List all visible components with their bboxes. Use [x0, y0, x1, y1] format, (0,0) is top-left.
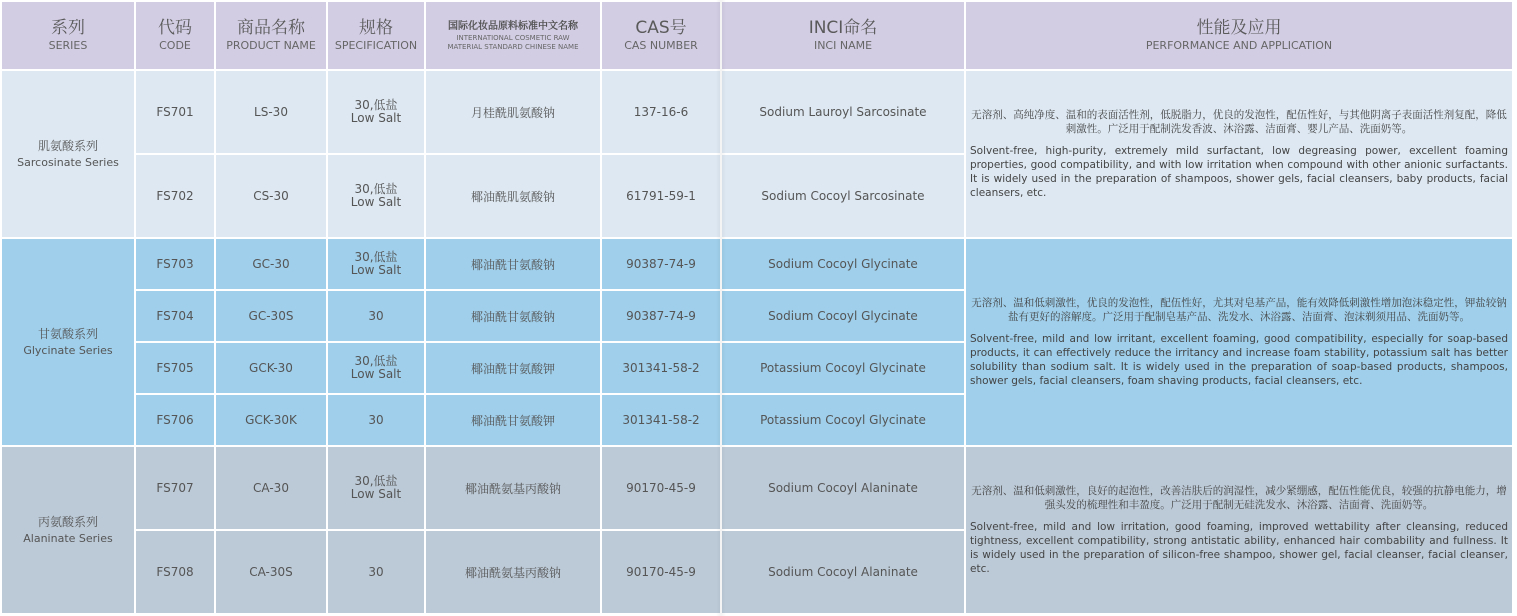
std-name-cell: 椰油酰甘氨酸钾 — [425, 342, 601, 394]
series-cell-alaninate — [1, 446, 135, 614]
product-cell: GCK-30 — [215, 342, 327, 394]
performance-text-en: Solvent-free, high-purity, extremely mild surfactant, low degreasing power, excellent foaming properties, good compatibility, and with low irritation when compound with other anionic surfactants. It is widely used in the preparation of shampoos, shower gels, facial cleansers, baby products, facial cleansers, etc. — [970, 145, 1508, 199]
product-cell: GC-30S — [215, 290, 327, 342]
performance-cell-alaninate — [965, 446, 1513, 614]
std-name-cell: 椰油酰甘氨酸钠 — [425, 238, 601, 290]
header-performance — [965, 1, 1513, 70]
spec-note: Low Salt — [350, 487, 402, 501]
header-inci — [721, 1, 965, 70]
header-series-en: SERIES — [48, 39, 88, 52]
spec-value: 30,低盐 — [354, 354, 398, 368]
spec-value: 30,低盐 — [354, 250, 398, 264]
code-cell: FS705 — [135, 342, 215, 394]
table-row — [1, 446, 1513, 530]
header-std-name-cn: 国际化妆品原料标准中文名称 — [448, 21, 578, 32]
cas-cell: 90387-74-9 — [601, 290, 721, 342]
std-name-cell: 椰油酰氨基丙酸钠 — [425, 530, 601, 614]
std-name-cell: 椰油酰氨基丙酸钠 — [425, 446, 601, 530]
series-name-en: Alaninate Series — [23, 532, 113, 545]
series-name-en: Sarcosinate Series — [17, 156, 119, 169]
code-cell: FS708 — [135, 530, 215, 614]
header-code-cn: 代码 — [158, 18, 192, 38]
series-name-cn: 肌氨酸系列 — [37, 139, 98, 153]
performance-text-en: Solvent-free, mild and low irritant, excellent foaming, good compatibility, especially for soap-based products, it can effectively reduce the irritancy and increase foam stability, potassium salt has better solubility than sodium salt. It is widely used in the preparation of soap-based products, shampoos, shower gels, facial cleansers, foam shaving products, facial cleansers, etc. — [970, 333, 1508, 387]
product-cell: LS-30 — [215, 70, 327, 154]
std-name-cell: 椰油酰甘氨酸钠 — [425, 290, 601, 342]
spec-cell — [327, 154, 425, 238]
std-name-cell: 月桂酰肌氨酸钠 — [425, 70, 601, 154]
cas-cell: 90387-74-9 — [601, 238, 721, 290]
spec-cell — [327, 446, 425, 530]
performance-text-en: Solvent-free, mild and low irritation, good foaming, improved wettability after cleansing, reduced tightness, excellent compatibility, strong antistatic ability, enhanced hair combability and fullness. It is widely used in the preparation of silicon-free shampoo, shower gel, facial cleanser, facial cleanser, etc. — [970, 521, 1508, 575]
spec-note: Low Salt — [350, 111, 402, 125]
header-series-cn: 系列 — [51, 18, 85, 38]
series-cell-glycinate — [1, 238, 135, 446]
header-std-name-en2: MATERIAL STANDARD CHINESE NAME — [447, 43, 579, 51]
spec-value: 30,低盐 — [354, 474, 398, 488]
header-performance-cn: 性能及应用 — [1196, 18, 1282, 38]
spec-cell — [327, 342, 425, 394]
inci-cell: Sodium Lauroyl Sarcosinate — [721, 70, 965, 154]
spec-note: Low Salt — [350, 367, 402, 381]
cas-cell: 61791-59-1 — [601, 154, 721, 238]
spec-cell — [327, 394, 425, 446]
std-name-cell: 椰油酰肌氨酸钠 — [425, 154, 601, 238]
code-cell: FS707 — [135, 446, 215, 530]
header-cas — [601, 1, 721, 70]
header-product — [215, 1, 327, 70]
code-cell: FS706 — [135, 394, 215, 446]
table-row — [1, 238, 1513, 290]
inci-cell: Potassium Cocoyl Glycinate — [721, 394, 965, 446]
cas-cell: 137-16-6 — [601, 70, 721, 154]
cas-cell: 301341-58-2 — [601, 342, 721, 394]
performance-text-cn: 无溶剂、高纯净度、温和的表面活性剂，低脱脂力，优良的发泡性，配伍性好，与其他阴离子表面活性剂复配，降低刺激性。广泛用于配制洗发香波、沐浴露、洁面膏、婴儿产品、洗面奶等。 — [971, 109, 1507, 135]
spec-value: 30,低盐 — [354, 98, 398, 112]
header-spec — [327, 1, 425, 70]
header-performance-en: PERFORMANCE AND APPLICATION — [1145, 39, 1333, 52]
code-cell: FS701 — [135, 70, 215, 154]
header-product-cn: 商品名称 — [237, 18, 305, 38]
header-inci-en: INCI NAME — [813, 39, 873, 52]
header-product-en: PRODUCT NAME — [226, 39, 316, 52]
header-cas-cn: CAS号 — [635, 18, 687, 38]
product-cell: GC-30 — [215, 238, 327, 290]
series-name-cn: 甘氨酸系列 — [37, 327, 98, 341]
series-name-en: Glycinate Series — [23, 344, 113, 357]
inci-cell: Potassium Cocoyl Glycinate — [721, 342, 965, 394]
performance-text-cn: 无溶剂、温和低刺激性，良好的起泡性，改善洁肤后的润湿性，减少紧绷感，配伍性能优良，较强的抗静电能力，增强头发的梳理性和丰盈度。广泛用于配制无硅洗发水、沐浴露、洁面膏、洗面奶等。 — [971, 485, 1507, 511]
spec-note: Low Salt — [350, 195, 402, 209]
product-cell: CA-30S — [215, 530, 327, 614]
product-cell: CA-30 — [215, 446, 327, 530]
std-name-cell: 椰油酰甘氨酸钾 — [425, 394, 601, 446]
inci-cell: Sodium Cocoyl Alaninate — [721, 446, 965, 530]
spec-cell — [327, 238, 425, 290]
header-std-name-en1: INTERNATIONAL COSMETIC RAW — [456, 34, 570, 42]
performance-text-cn: 无溶剂、温和低刺激性，优良的发泡性，配伍性好，尤其对皂基产品，能有效降低刺激性增加泡沫稳定性，钾盐较钠盐有更好的溶解度。广泛用于配制皂基产品、洗发水、沐浴露、洁面膏、泡沫剃须用品、洗面奶等。 — [971, 297, 1507, 323]
spec-note: Low Salt — [350, 263, 402, 277]
spec-value: 30,低盐 — [354, 182, 398, 196]
series-cell-sarcosinate — [1, 70, 135, 238]
inci-cell: Sodium Cocoyl Glycinate — [721, 238, 965, 290]
spec-value: 30 — [368, 412, 384, 427]
product-cell: GCK-30K — [215, 394, 327, 446]
performance-cell-sarcosinate — [965, 70, 1513, 238]
header-cas-en: CAS NUMBER — [624, 39, 698, 52]
code-cell: FS702 — [135, 154, 215, 238]
header-std-name — [425, 1, 601, 70]
product-cell: CS-30 — [215, 154, 327, 238]
cas-cell: 90170-45-9 — [601, 446, 721, 530]
series-name-cn: 丙氨酸系列 — [37, 515, 98, 529]
header-spec-en: SPECIFICATION — [334, 39, 418, 52]
code-cell: FS703 — [135, 238, 215, 290]
spec-cell — [327, 290, 425, 342]
inci-cell: Sodium Cocoyl Alaninate — [721, 530, 965, 614]
header-code — [135, 1, 215, 70]
table-header-row — [1, 1, 1513, 70]
header-series — [1, 1, 135, 70]
performance-cell-glycinate — [965, 238, 1513, 446]
inci-cell: Sodium Cocoyl Glycinate — [721, 290, 965, 342]
spec-cell — [327, 530, 425, 614]
spec-value: 30 — [368, 308, 384, 323]
code-cell: FS704 — [135, 290, 215, 342]
inci-cell: Sodium Cocoyl Sarcosinate — [721, 154, 965, 238]
table-row — [1, 70, 1513, 154]
spec-value: 30 — [368, 564, 384, 579]
header-spec-cn: 规格 — [359, 18, 393, 38]
header-inci-cn: INCI命名 — [808, 18, 878, 38]
cas-cell: 90170-45-9 — [601, 530, 721, 614]
cas-cell: 301341-58-2 — [601, 394, 721, 446]
spec-cell — [327, 70, 425, 154]
header-code-en: CODE — [159, 39, 191, 52]
